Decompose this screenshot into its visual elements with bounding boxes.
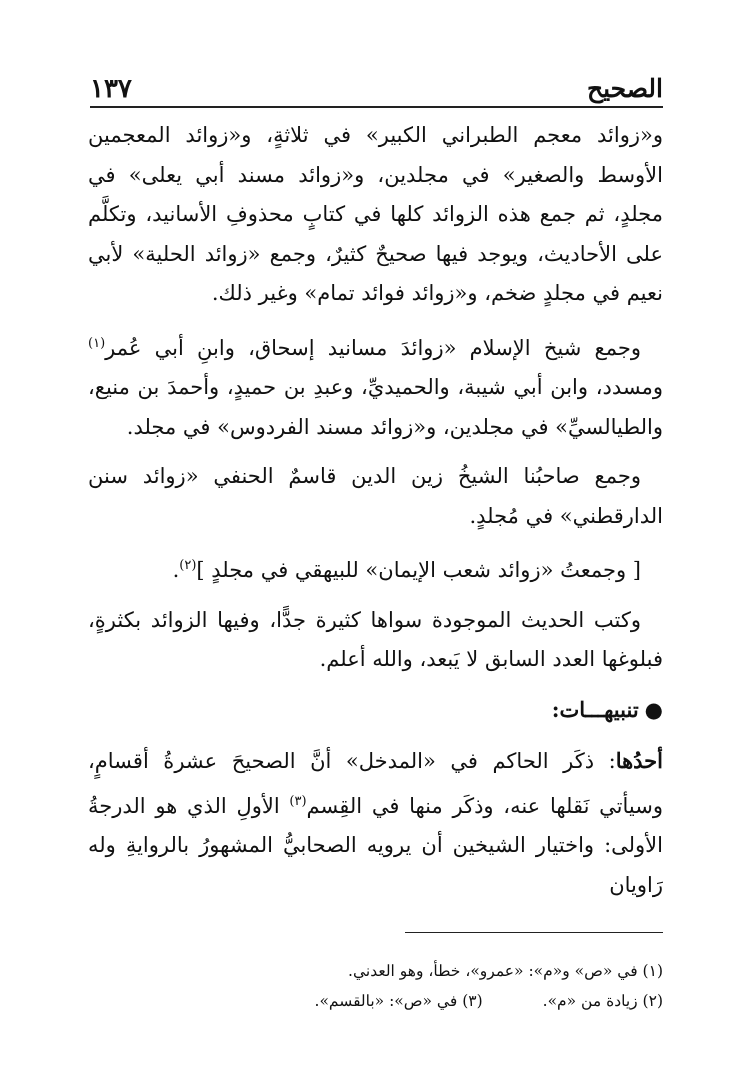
paragraph-3: وجمع صاحبُنا الشيخُ زين الدين قاسمٌ الحنفي «زوائد سنن الدارقطني» في مُجلدٍ.	[88, 464, 663, 528]
bullet-icon: ●	[644, 696, 663, 722]
footnote-ref-1[interactable]: (١)	[88, 335, 106, 351]
footnote-1: (١) في «ص» و«م»: «عمرو»، خطأ، وهو العدني.	[348, 962, 663, 980]
footnote-row	[88, 986, 663, 1016]
paragraph-4-text: [ وجمعتُ «زوائد شعب الإيمان» للبيهقي في مجلدٍ ]	[196, 558, 641, 582]
paragraph-1: و«زوائد معجم الطبراني الكبير» في ثلاثةٍ، و«زوائد المعجمين الأوسط والصغير» في مجلدين، و«زوائد مسند أبي يعلى» في مجلدٍ، ثم جمع هذه الزوائد كلها في كتابٍ محذوفِ الأسانيد، وتكلَّم على الأحاديث، ويوجد فيها صحيحٌ كثيرٌ، وجمع «زوائد الحلية» لأبي نعيم في مجلدٍ ضخم، و«زوائد فوائد تمام» وغير ذلك.	[88, 123, 663, 305]
paragraph-6-text-cont: الأولِ الذي هو الدرجةُ الأولى: واختيار الشيخين أن يرويه الصحابيُّ المشهورُ بالروايةِ وله رَاويان	[88, 793, 663, 897]
page-number: ١٣٧	[90, 74, 132, 104]
footnote-divider	[405, 932, 663, 933]
paragraph-6-lead: أحدُها	[615, 748, 663, 773]
footnote-ref-2[interactable]: (٢)	[179, 558, 197, 573]
running-header	[90, 66, 663, 108]
footnote-2: (٢) زيادة من «م».	[542, 992, 663, 1010]
paragraph-4-end: .	[172, 558, 180, 582]
paragraph-2-text: وجمع شيخ الإسلام «زوائدَ مسانيد إسحاق، وابنِ أبي عُمر	[105, 335, 641, 360]
section-heading	[88, 690, 663, 730]
paragraph-6	[88, 741, 663, 905]
paragraph-5: وكتب الحديث الموجودة سواها كثيرة جدًّا، وفيها الزوائد بكثرةٍ، فبلوغها العدد السابق لا يَبعد، والله أعلم.	[88, 607, 663, 671]
section-heading-text: تنبيهـــات:	[551, 696, 639, 722]
running-title: الصحيح	[586, 74, 663, 103]
paragraph-2	[88, 324, 663, 448]
paragraph-4	[88, 546, 663, 591]
paragraph-6-text: : ذكَر الحاكم في «المدخل» أنَّ الصحيحَ عشرةُ أقسامٍ، وسيأتي نَقلها عنه، وذكَر منها في القِسم	[88, 749, 663, 818]
main-text	[88, 116, 663, 915]
paragraph-2-text-cont: ومسدد، وابن أبي شيبة، والحميديِّ، وعبدِ بن حميدٍ، وأحمدَ بن منيع، والطيالسيِّ» في مجلدين، و«زوائد مسند الفردوس» في مجلد.	[88, 375, 663, 439]
footnotes	[88, 956, 663, 1016]
footnote-ref-3[interactable]: (٣)	[289, 793, 307, 809]
footnote-3: (٣) في «ص»: «بالقسم».	[314, 992, 483, 1010]
